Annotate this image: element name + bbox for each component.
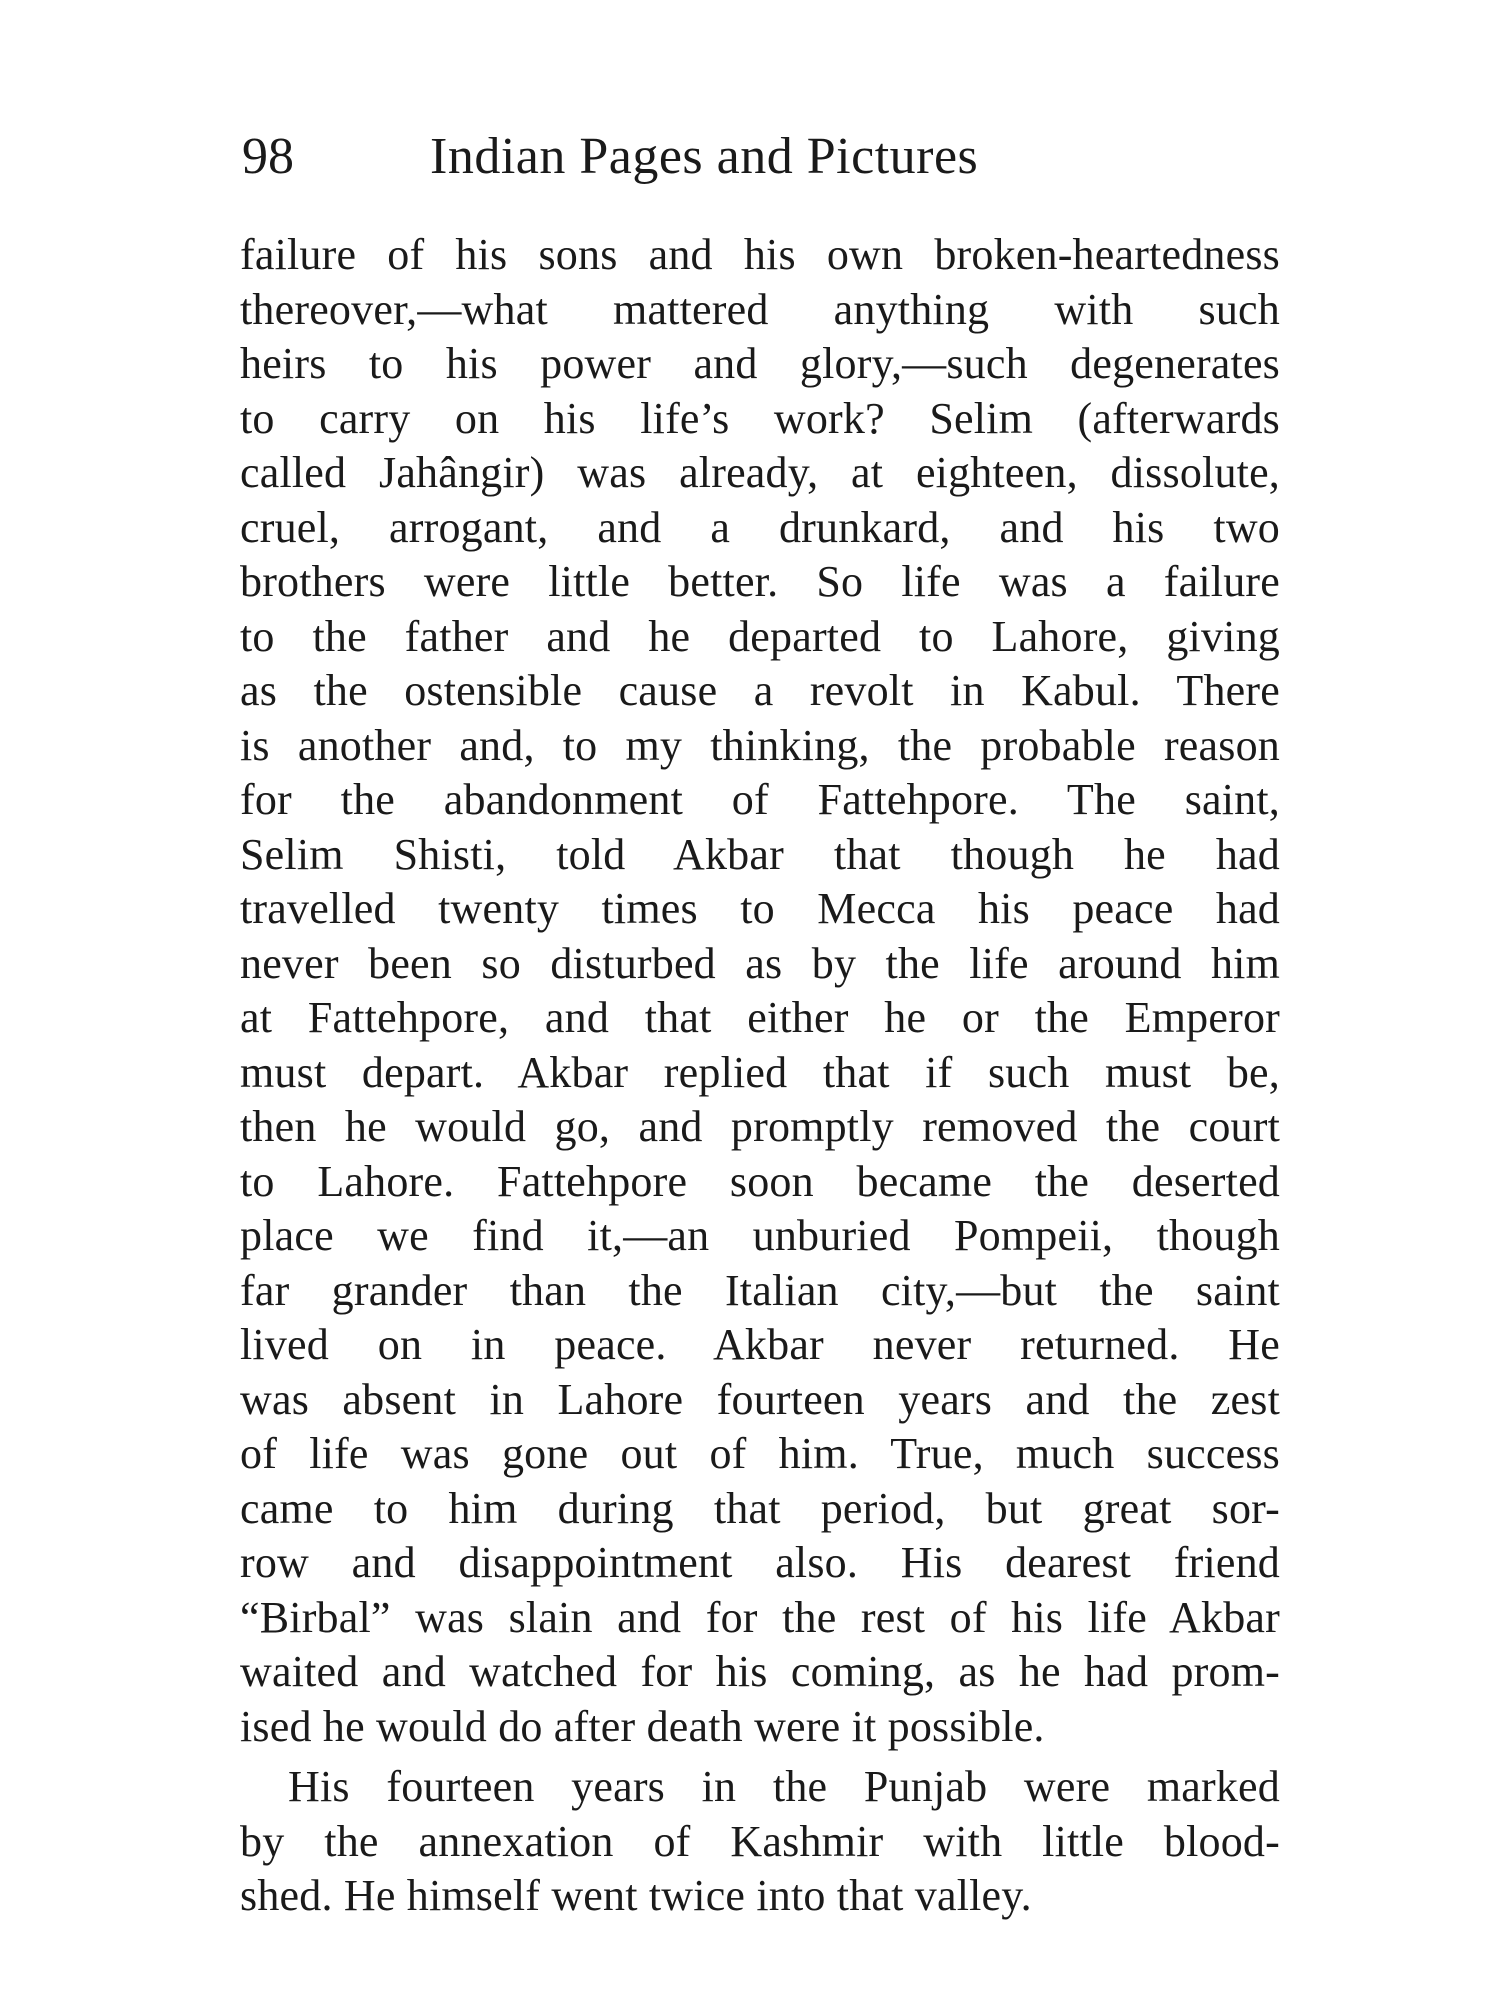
text-line: at Fattehpore, and that either he or the Emperor [240, 993, 1280, 1042]
running-title: Indian Pages and Pictures [430, 128, 979, 185]
text-line: brothers were little better. So life was a failure [240, 557, 1280, 606]
text-line: travelled twenty times to Mecca his peace had [240, 884, 1280, 933]
text-line: waited and watched for his coming, as he had prom- [240, 1647, 1280, 1696]
text-line: then he would go, and promptly removed the court [240, 1102, 1280, 1151]
running-head [242, 122, 1272, 192]
text-line: ised he would do after death were it possible. [240, 1701, 1045, 1751]
text-line: called Jahângir) was already, at eighteen, dissolute, [240, 448, 1280, 497]
text-line: is another and, to my thinking, the probable reason [240, 720, 1280, 770]
text-line: came to him during that period, but great sor- [240, 1483, 1280, 1533]
text-line: to Lahore. Fattehpore soon became the deserted [240, 1156, 1280, 1206]
text-line: lived on in peace. Akbar never returned. He [240, 1320, 1280, 1369]
paragraph [240, 228, 1280, 1754]
page-number: 98 [242, 128, 294, 185]
text-line: must depart. Akbar replied that if such must be, [240, 1047, 1280, 1097]
text-line: Selim Shisti, told Akbar that though he had [240, 829, 1280, 879]
text-line: His fourteen years in the Punjab were marked [288, 1762, 1280, 1811]
text-line: failure of his sons and his own broken-heartedness [240, 230, 1280, 279]
text-line: cruel, arrogant, and a drunkard, and his two [240, 502, 1280, 552]
text-line: was absent in Lahore fourteen years and the zest [240, 1374, 1280, 1424]
text-line: to carry on his life’s work? Selim (afterwards [240, 393, 1280, 443]
text-line: as the ostensible cause a revolt in Kabul. There [240, 666, 1280, 715]
text-line: by the annexation of Kashmir with little blood- [240, 1816, 1280, 1866]
text-line: for the abandonment of Fattehpore. The saint, [240, 775, 1280, 824]
text-line: shed. He himself went twice into that valley. [240, 1871, 1032, 1920]
text-line: “Birbal” was slain and for the rest of his life Akbar [240, 1592, 1280, 1642]
text-line: thereover,—what mattered anything with such [240, 284, 1280, 334]
text-line: of life was gone out of him. True, much success [240, 1429, 1280, 1478]
body-text [240, 228, 1280, 1924]
text-line: row and disappointment also. His dearest friend [240, 1538, 1280, 1587]
text-line: never been so disturbed as by the life around him [240, 938, 1280, 988]
text-line: to the father and he departed to Lahore, giving [240, 611, 1280, 661]
paragraph [240, 1760, 1280, 1924]
text-line: place we find it,—an unburied Pompeii, though [240, 1211, 1280, 1260]
text-line: far grander than the Italian city,—but the saint [240, 1265, 1280, 1315]
text-line: heirs to his power and glory,—such degenerates [240, 339, 1280, 388]
